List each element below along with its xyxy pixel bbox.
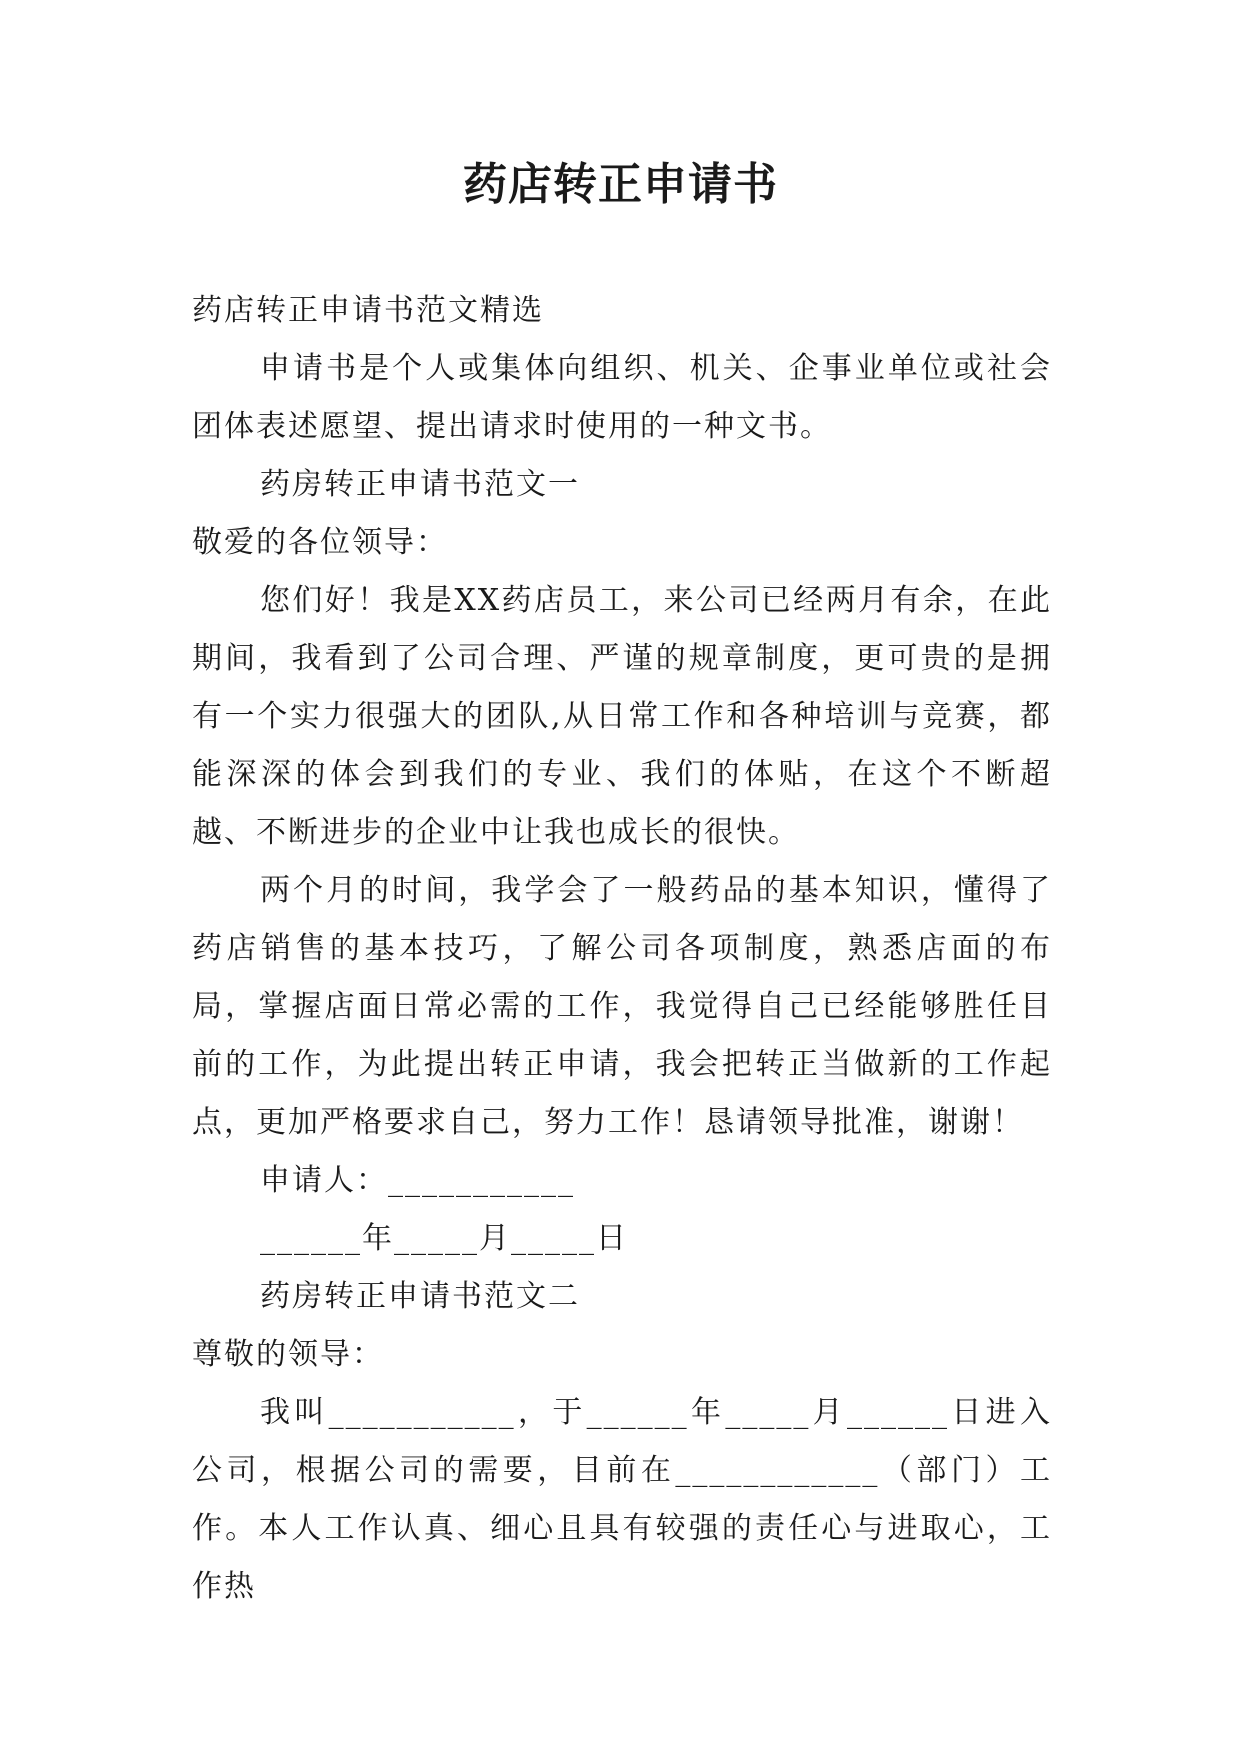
document-body — [192, 282, 1052, 1616]
subtitle-line: 药店转正申请书范文精选 — [192, 293, 544, 328]
salutation-one: 敬爱的各位领导： — [192, 525, 448, 560]
sample-two-heading: 药房转正申请书范文二 — [260, 1279, 580, 1314]
body-paragraph-one: 您们好！我是XX药店员工，来公司已经两月有余，在此期间，我看到了公司合理、严谨的规章制度，更可贵的是拥有一个实力很强大的团队,从日常工作和各种培训与竞赛，都能深深的体会到我们的专业、我们的体贴，在这个不断超越、不断进步的企业中让我也成长的很快。 — [192, 583, 1052, 850]
intro-paragraph: 申请书是个人或集体向组织、机关、企事业单位或社会团体表述愿望、提出请求时使用的一种文书。 — [192, 351, 1052, 444]
body-paragraph-three: 我叫___________，于______年_____月______日进入公司，根据公司的需要，目前在____________（部门）工作。本人工作认真、细心且具有较强的责任心与进取心，工作热 — [192, 1395, 1052, 1604]
salutation-two: 尊敬的领导： — [192, 1337, 384, 1372]
applicant-line: 申请人：___________ — [260, 1163, 575, 1198]
sample-one-heading: 药房转正申请书范文一 — [260, 467, 580, 502]
date-line: ______年_____月_____日 — [260, 1221, 628, 1256]
page-title: 药店转正申请书 — [463, 159, 778, 210]
body-paragraph-two: 两个月的时间，我学会了一般药品的基本知识，懂得了药店销售的基本技巧，了解公司各项制度，熟悉店面的布局，掌握店面日常必需的工作，我觉得自己已经能够胜任目前的工作，为此提出转正申请，我会把转正当做新的工作起点，更加严格要求自己，努力工作！恳请领导批准，谢谢！ — [192, 873, 1052, 1140]
